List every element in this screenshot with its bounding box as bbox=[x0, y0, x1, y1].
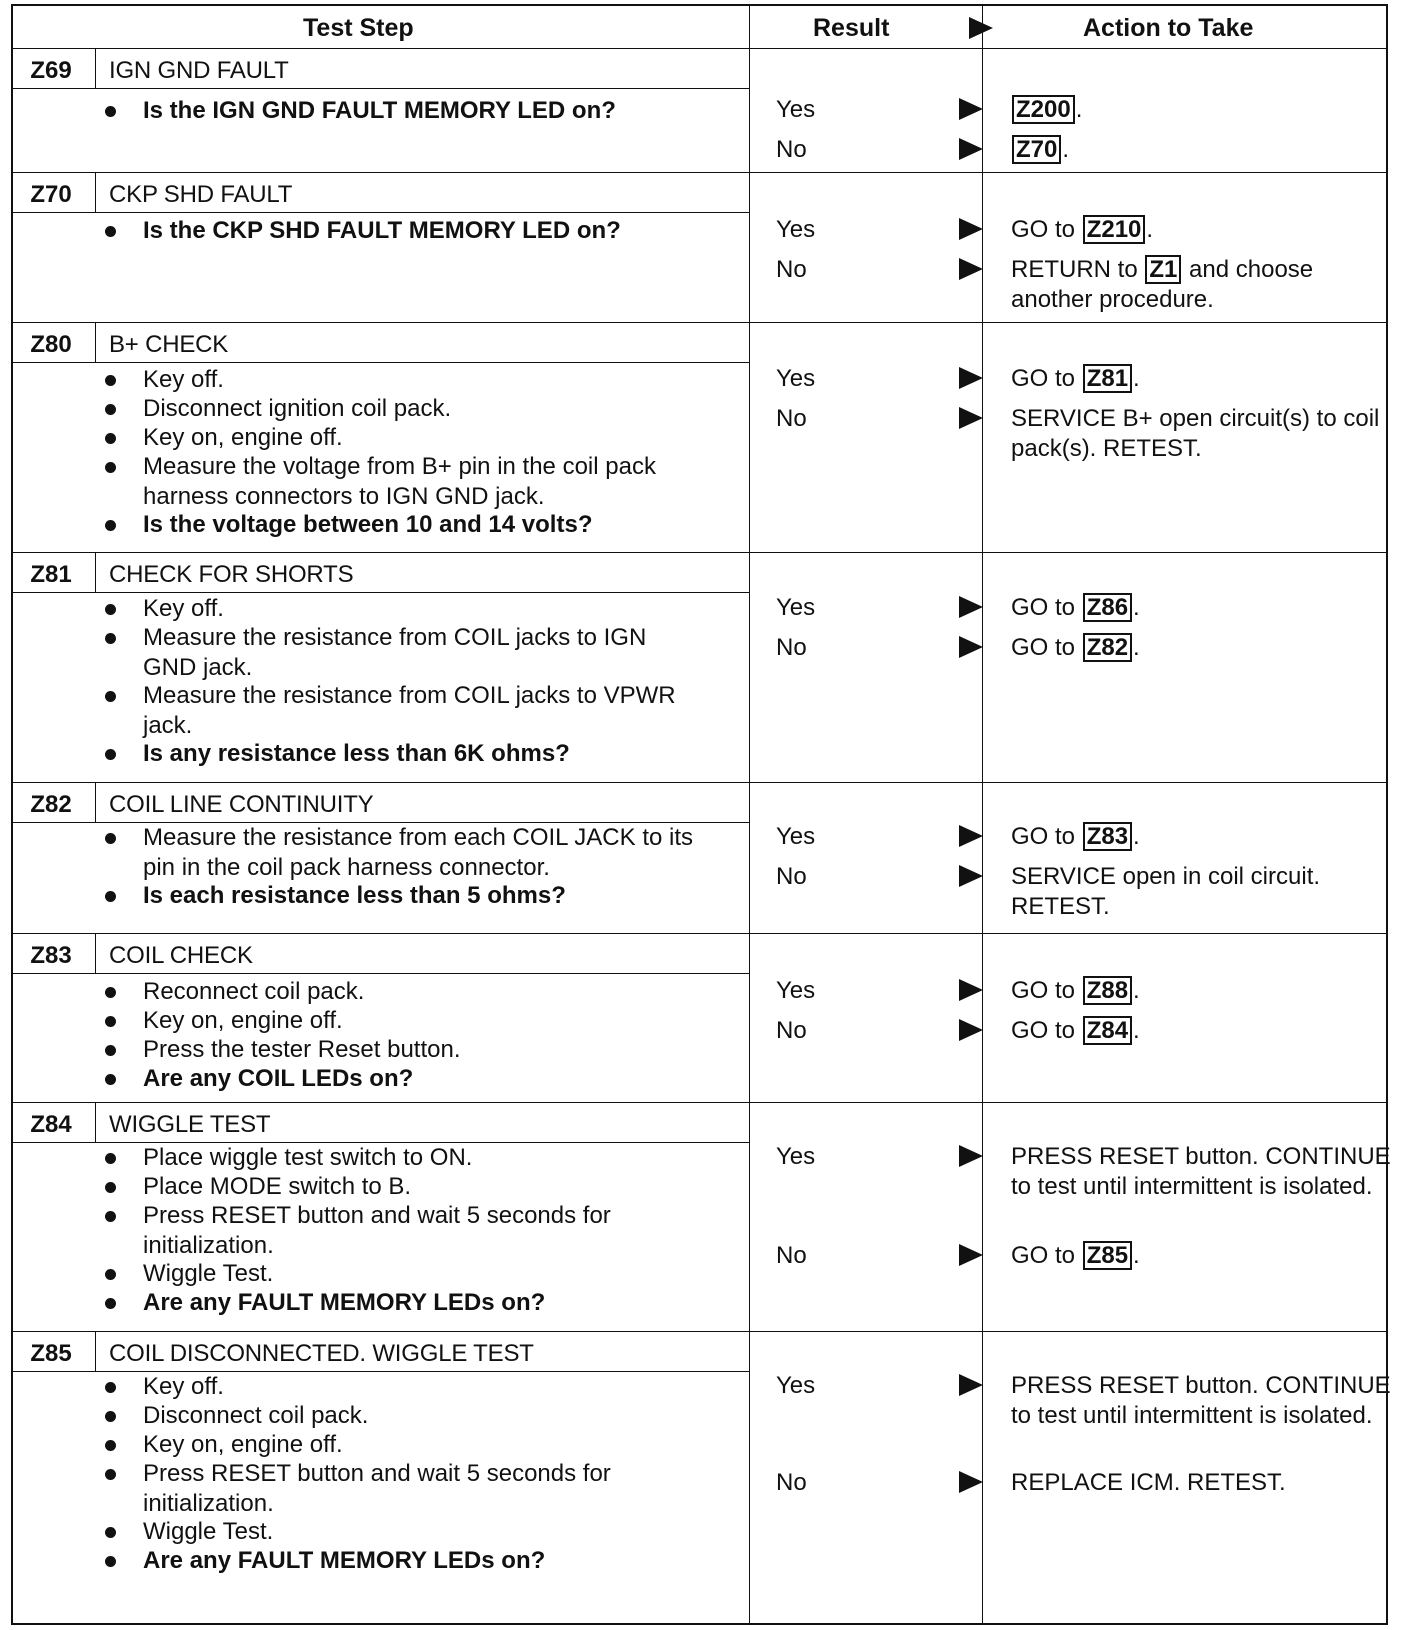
step-title-underline bbox=[13, 212, 749, 213]
action-text bbox=[1011, 1016, 1391, 1046]
bullet-item bbox=[105, 423, 703, 453]
arrow-right-icon bbox=[959, 258, 983, 280]
bullet-item bbox=[105, 96, 703, 126]
arrow-right-icon bbox=[959, 407, 983, 429]
step-title: CKP SHD FAULT bbox=[109, 181, 293, 208]
bullet-dot-icon bbox=[105, 1411, 116, 1422]
step-id-divider bbox=[95, 1331, 96, 1371]
bullet-text: Key off. bbox=[143, 1373, 224, 1400]
action-post: . bbox=[1133, 594, 1140, 621]
action-text bbox=[1011, 822, 1391, 852]
bullet-item bbox=[105, 681, 703, 742]
result-label: Yes bbox=[776, 977, 816, 1004]
bullet-dot-icon bbox=[105, 1074, 116, 1085]
bullet-item bbox=[105, 1546, 703, 1576]
arrow-right-icon bbox=[959, 1145, 983, 1167]
arrow-right-icon bbox=[959, 367, 983, 389]
bullet-item bbox=[105, 1201, 703, 1262]
bullet-item bbox=[105, 452, 703, 513]
bullet-item bbox=[105, 1064, 703, 1094]
result-label: No bbox=[776, 256, 807, 283]
step-reference[interactable]: Z85 bbox=[1083, 1241, 1132, 1270]
action-text bbox=[1011, 135, 1391, 165]
action-text bbox=[1011, 215, 1391, 245]
arrow-right-icon bbox=[959, 865, 983, 887]
bullet-item bbox=[105, 1430, 703, 1460]
action-text bbox=[1011, 255, 1391, 315]
bullet-item bbox=[105, 623, 703, 684]
action-post: . bbox=[1075, 96, 1083, 123]
bullet-dot-icon bbox=[105, 1182, 116, 1193]
step-title: B+ CHECK bbox=[109, 331, 229, 358]
step-title: CHECK FOR SHORTS bbox=[109, 561, 354, 588]
action-pre: PRESS RESET button. CONTINUE to test until intermittent is isolated. bbox=[1011, 1143, 1391, 1200]
step-id: Z83 bbox=[30, 942, 72, 969]
bullet-text: Measure the resistance from each COIL JACK to its pin in the coil pack harness connector. bbox=[143, 824, 693, 882]
result-label: No bbox=[776, 863, 807, 890]
step-title: IGN GND FAULT bbox=[109, 57, 289, 84]
bullet-dot-icon bbox=[105, 987, 116, 998]
bullet-dot-icon bbox=[105, 520, 116, 531]
bullet-text: Is the voltage between 10 and 14 volts? bbox=[143, 511, 593, 538]
action-text bbox=[1011, 1468, 1391, 1498]
result-label: No bbox=[776, 1469, 807, 1496]
action-pre: PRESS RESET button. CONTINUE to test until intermittent is isolated. bbox=[1011, 1372, 1391, 1429]
action-pre: GO to bbox=[1011, 634, 1082, 661]
bullet-dot-icon bbox=[105, 1556, 116, 1567]
step-id-divider bbox=[95, 1102, 96, 1142]
step-title-underline bbox=[13, 362, 749, 363]
action-text bbox=[1011, 1241, 1391, 1271]
step-id: Z84 bbox=[30, 1111, 72, 1138]
bullet-dot-icon bbox=[105, 1469, 116, 1480]
bullet-item bbox=[105, 1288, 703, 1318]
bullet-dot-icon bbox=[105, 226, 116, 237]
step-reference[interactable]: Z86 bbox=[1083, 593, 1132, 622]
row-divider bbox=[13, 1331, 1386, 1332]
action-pre: REPLACE ICM. RETEST. bbox=[1011, 1469, 1286, 1496]
arrow-right-icon bbox=[959, 825, 983, 847]
header-divider bbox=[13, 48, 1386, 49]
step-id-divider bbox=[95, 48, 96, 88]
bullet-dot-icon bbox=[105, 833, 116, 844]
row-divider bbox=[13, 782, 1386, 783]
action-post: . bbox=[1133, 365, 1140, 392]
bullet-text: Key on, engine off. bbox=[143, 1431, 343, 1458]
row-divider bbox=[13, 1102, 1386, 1103]
action-pre: GO to bbox=[1011, 594, 1082, 621]
bullet-text: Is each resistance less than 5 ohms? bbox=[143, 882, 566, 909]
step-id-divider bbox=[95, 782, 96, 822]
action-pre: GO to bbox=[1011, 977, 1082, 1004]
action-text bbox=[1011, 364, 1391, 394]
bullet-text: Is the IGN GND FAULT MEMORY LED on? bbox=[143, 97, 616, 124]
bullet-item bbox=[105, 1459, 703, 1520]
header-arrow-icon bbox=[969, 17, 993, 39]
action-post: . bbox=[1133, 1017, 1140, 1044]
bullet-item bbox=[105, 216, 703, 246]
bullet-dot-icon bbox=[105, 1527, 116, 1538]
step-title: COIL LINE CONTINUITY bbox=[109, 791, 374, 818]
bullet-item bbox=[105, 1517, 703, 1547]
bullet-item bbox=[105, 881, 703, 911]
step-id: Z80 bbox=[30, 331, 72, 358]
bullet-item bbox=[105, 594, 703, 624]
bullet-text: Are any FAULT MEMORY LEDs on? bbox=[143, 1289, 546, 1316]
step-id-divider bbox=[95, 552, 96, 592]
arrow-right-icon bbox=[959, 636, 983, 658]
bullet-item bbox=[105, 1172, 703, 1202]
action-text bbox=[1011, 633, 1391, 663]
action-post: . bbox=[1133, 1242, 1140, 1269]
result-label: Yes bbox=[776, 594, 816, 621]
action-post: . bbox=[1133, 823, 1140, 850]
arrow-right-icon bbox=[959, 218, 983, 240]
diagnostic-table bbox=[11, 4, 1391, 1625]
bullet-dot-icon bbox=[105, 1045, 116, 1056]
action-post: . bbox=[1133, 634, 1140, 661]
step-id: Z69 bbox=[30, 57, 72, 84]
result-label: Yes bbox=[776, 96, 816, 123]
step-reference[interactable]: Z83 bbox=[1083, 822, 1132, 851]
action-pre: GO to bbox=[1011, 1242, 1082, 1269]
action-text bbox=[1011, 1371, 1391, 1431]
step-id: Z82 bbox=[30, 791, 72, 818]
step-title: WIGGLE TEST bbox=[109, 1111, 271, 1138]
result-label: No bbox=[776, 136, 807, 163]
column-divider-result bbox=[749, 6, 750, 1623]
bullet-dot-icon bbox=[105, 1016, 116, 1027]
bullet-text: Press the tester Reset button. bbox=[143, 1036, 461, 1063]
bullet-text: Key on, engine off. bbox=[143, 424, 343, 451]
action-pre: GO to bbox=[1011, 365, 1082, 392]
arrow-right-icon bbox=[959, 138, 983, 160]
bullet-item bbox=[105, 1143, 703, 1173]
bullet-text: Are any COIL LEDs on? bbox=[143, 1065, 414, 1092]
bullet-dot-icon bbox=[105, 691, 116, 702]
bullet-dot-icon bbox=[105, 375, 116, 386]
bullet-text: Key off. bbox=[143, 366, 224, 393]
bullet-item bbox=[105, 1259, 703, 1289]
action-post: . bbox=[1146, 216, 1154, 243]
step-reference[interactable]: Z210 bbox=[1083, 215, 1146, 244]
action-pre: GO to bbox=[1011, 1017, 1082, 1044]
result-label: No bbox=[776, 1242, 807, 1269]
header-result: Result bbox=[813, 14, 890, 42]
result-label: Yes bbox=[776, 365, 816, 392]
step-reference[interactable]: Z1 bbox=[1145, 255, 1181, 284]
bullet-text: Key on, engine off. bbox=[143, 1007, 343, 1034]
step-id: Z70 bbox=[30, 181, 72, 208]
bullet-text: Measure the resistance from COIL jacks to VPWR jack. bbox=[143, 682, 676, 740]
bullet-text: Is the CKP SHD FAULT MEMORY LED on? bbox=[143, 217, 621, 244]
result-label: Yes bbox=[776, 1372, 816, 1399]
bullet-text: Press RESET button and wait 5 seconds for initialization. bbox=[143, 1460, 611, 1518]
bullet-item bbox=[105, 739, 703, 769]
arrow-right-icon bbox=[959, 1244, 983, 1266]
bullet-dot-icon bbox=[105, 106, 116, 117]
result-label: No bbox=[776, 1017, 807, 1044]
bullet-text: Are any FAULT MEMORY LEDs on? bbox=[143, 1547, 546, 1574]
step-title: COIL DISCONNECTED. WIGGLE TEST bbox=[109, 1340, 534, 1367]
step-title-underline bbox=[13, 973, 749, 974]
bullet-item bbox=[105, 365, 703, 395]
step-title-underline bbox=[13, 88, 749, 89]
action-pre: SERVICE B+ open circuit(s) to coil pack(s). RETEST. bbox=[1011, 405, 1380, 462]
action-text bbox=[1011, 404, 1391, 464]
action-post: . bbox=[1133, 977, 1140, 1004]
bullet-text: Place wiggle test switch to ON. bbox=[143, 1144, 473, 1171]
bullet-dot-icon bbox=[105, 404, 116, 415]
bullet-dot-icon bbox=[105, 633, 116, 644]
arrow-right-icon bbox=[959, 1471, 983, 1493]
bullet-text: Place MODE switch to B. bbox=[143, 1173, 412, 1200]
row-divider bbox=[13, 172, 1386, 173]
bullet-text: Measure the resistance from COIL jacks to IGN GND jack. bbox=[143, 624, 647, 682]
action-text bbox=[1011, 976, 1391, 1006]
bullet-dot-icon bbox=[105, 749, 116, 760]
step-reference[interactable]: Z84 bbox=[1083, 1016, 1132, 1045]
bullet-text: Disconnect ignition coil pack. bbox=[143, 395, 452, 422]
arrow-right-icon bbox=[959, 98, 983, 120]
bullet-dot-icon bbox=[105, 433, 116, 444]
bullet-dot-icon bbox=[105, 604, 116, 615]
result-label: Yes bbox=[776, 823, 816, 850]
action-text bbox=[1011, 593, 1391, 623]
step-id-divider bbox=[95, 172, 96, 212]
bullet-dot-icon bbox=[105, 1211, 116, 1222]
bullet-text: Press RESET button and wait 5 seconds for initialization. bbox=[143, 1202, 611, 1260]
bullet-dot-icon bbox=[105, 1440, 116, 1451]
bullet-dot-icon bbox=[105, 1382, 116, 1393]
action-pre: RETURN to bbox=[1011, 256, 1145, 283]
step-title: COIL CHECK bbox=[109, 942, 253, 969]
bullet-dot-icon bbox=[105, 1269, 116, 1280]
step-id: Z85 bbox=[30, 1340, 72, 1367]
step-id-divider bbox=[95, 322, 96, 362]
row-divider bbox=[13, 933, 1386, 934]
header-action: Action to Take bbox=[1083, 14, 1254, 42]
action-pre: SERVICE open in coil circuit. RETEST. bbox=[1011, 863, 1321, 920]
row-divider bbox=[13, 552, 1386, 553]
arrow-right-icon bbox=[959, 979, 983, 1001]
bullet-item bbox=[105, 823, 703, 884]
bullet-text: Key off. bbox=[143, 595, 224, 622]
step-reference[interactable]: Z81 bbox=[1083, 364, 1132, 393]
result-label: No bbox=[776, 405, 807, 432]
bullet-text: Wiggle Test. bbox=[143, 1518, 274, 1545]
step-title-underline bbox=[13, 592, 749, 593]
result-label: No bbox=[776, 634, 807, 661]
action-post: . bbox=[1062, 136, 1070, 163]
step-reference[interactable]: Z82 bbox=[1083, 633, 1132, 662]
action-text bbox=[1011, 95, 1391, 125]
step-id: Z81 bbox=[30, 561, 72, 588]
bullet-item bbox=[105, 1372, 703, 1402]
arrow-right-icon bbox=[959, 1374, 983, 1396]
bullet-text: Reconnect coil pack. bbox=[143, 978, 365, 1005]
action-post: and choose another procedure. bbox=[1011, 256, 1314, 313]
bullet-text: Is any resistance less than 6K ohms? bbox=[143, 740, 570, 767]
result-label: Yes bbox=[776, 1143, 816, 1170]
bullet-dot-icon bbox=[105, 891, 116, 902]
step-reference[interactable]: Z88 bbox=[1083, 976, 1132, 1005]
row-divider bbox=[13, 322, 1386, 323]
bullet-dot-icon bbox=[105, 1153, 116, 1164]
bullet-dot-icon bbox=[105, 462, 116, 473]
bullet-item bbox=[105, 1035, 703, 1065]
bullet-item bbox=[105, 1006, 703, 1036]
result-label: Yes bbox=[776, 216, 816, 243]
step-reference[interactable]: Z70 bbox=[1012, 135, 1061, 164]
bullet-dot-icon bbox=[105, 1298, 116, 1309]
bullet-item bbox=[105, 1401, 703, 1431]
bullet-item bbox=[105, 394, 703, 424]
bullet-item bbox=[105, 510, 703, 540]
bullet-text: Measure the voltage from B+ pin in the coil pack harness connectors to IGN GND jack. bbox=[143, 453, 656, 511]
step-reference[interactable]: Z200 bbox=[1012, 95, 1075, 124]
action-text bbox=[1011, 1142, 1391, 1202]
arrow-right-icon bbox=[959, 596, 983, 618]
action-text bbox=[1011, 862, 1391, 922]
bullet-text: Disconnect coil pack. bbox=[143, 1402, 369, 1429]
bullet-text: Wiggle Test. bbox=[143, 1260, 274, 1287]
arrow-right-icon bbox=[959, 1019, 983, 1041]
bullet-item bbox=[105, 977, 703, 1007]
action-pre: GO to bbox=[1011, 823, 1082, 850]
header-test-step: Test Step bbox=[303, 14, 414, 42]
action-pre: GO to bbox=[1011, 216, 1082, 243]
step-id-divider bbox=[95, 933, 96, 973]
